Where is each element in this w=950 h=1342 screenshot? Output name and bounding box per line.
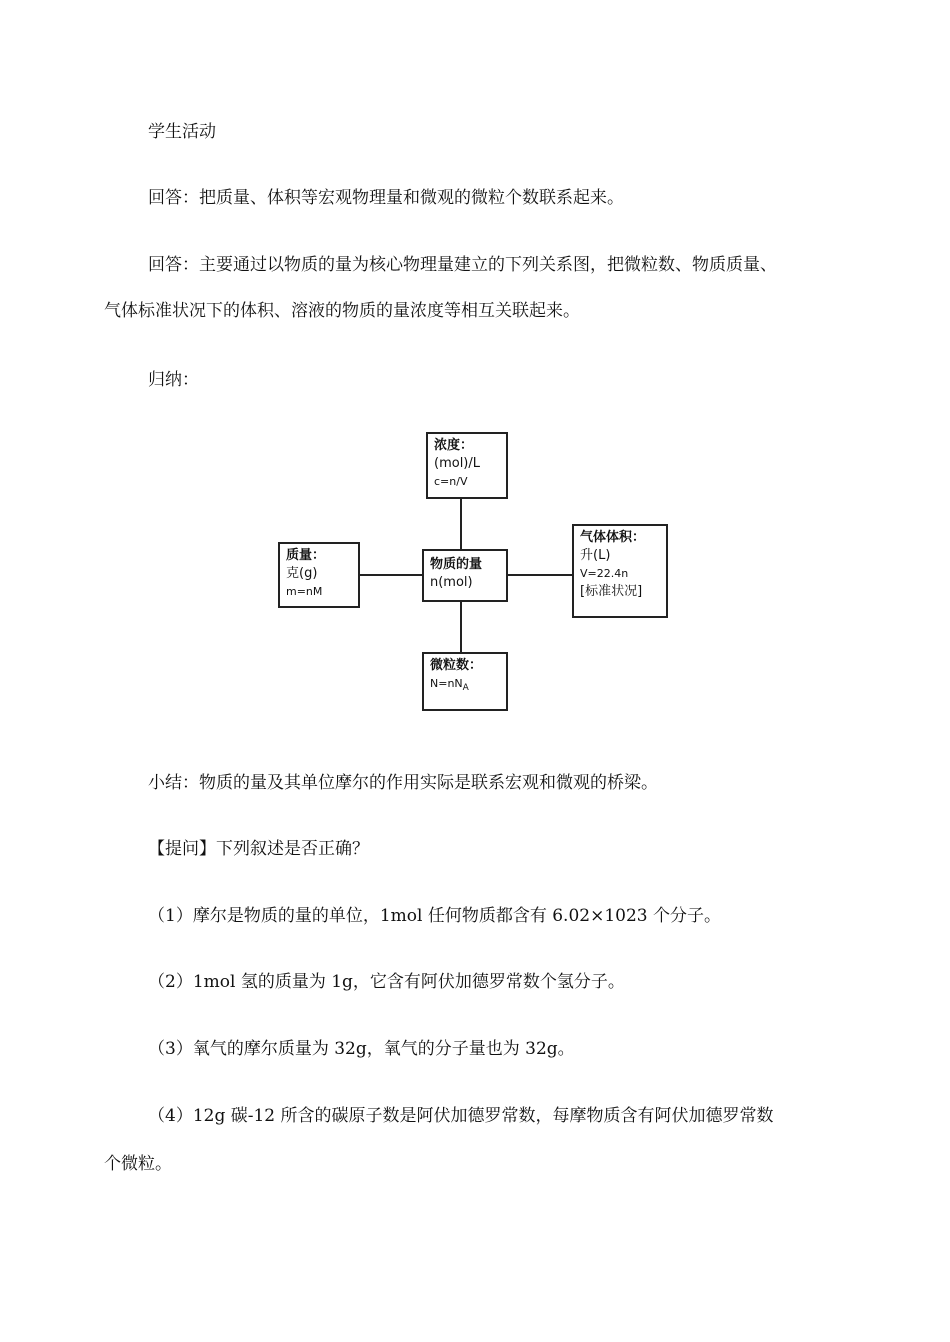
question-4-line-2: 个微粒。: [104, 1154, 172, 1174]
question-1: （1）摩尔是物质的量的单位，1mol 任何物质都含有 6.02×1023 个分子。: [148, 906, 721, 926]
connector-right: [506, 574, 572, 576]
mass-unit: 克(g): [286, 566, 318, 581]
gas-volume-box: [572, 524, 668, 618]
heading-student-activity: 学生活动: [148, 122, 216, 142]
question-2: （2）1mol 氢的质量为 1g，它含有阿伏加德罗常数个氢分子。: [148, 972, 625, 992]
concentration-box: [426, 432, 508, 499]
concentration-formula: c=n/V: [434, 475, 468, 488]
question-3: （3）氧气的摩尔质量为 32g，氧气的分子量也为 32g。: [148, 1039, 575, 1059]
answer-1: 回答：把质量、体积等宏观物理量和微观的微粒个数联系起来。: [148, 188, 624, 208]
center-unit: n(mol): [430, 575, 473, 590]
conclusion: 小结：物质的量及其单位摩尔的作用实际是联系宏观和微观的桥梁。: [148, 773, 658, 793]
mass-title: 质量：: [286, 548, 326, 563]
gas-title: 气体体积：: [580, 530, 646, 545]
concentration-title: 浓度：: [434, 438, 474, 453]
concentration-unit: (mol)/L: [434, 456, 480, 471]
relationship-diagram: [276, 430, 676, 712]
particles-title: 微粒数：: [430, 658, 483, 673]
amount-of-substance-box: [422, 549, 508, 602]
question-heading: 【提问】下列叙述是否正确？: [148, 839, 369, 859]
center-title: 物质的量: [430, 557, 483, 572]
connector-bottom: [460, 601, 462, 653]
question-4-line-1: （4）12g 碳-12 所含的碳原子数是阿伏加德罗常数，每摩物质含有阿伏加德罗常数: [148, 1106, 774, 1126]
summary-label: 归纳：: [148, 370, 199, 390]
avogadro-subscript: A: [462, 683, 469, 694]
particles-formula: $N=nN_A$: [430, 677, 469, 694]
gas-unit: 升(L): [580, 548, 611, 563]
gas-note: [标准状况]: [580, 584, 643, 599]
gas-formula: V=22.4n: [580, 567, 629, 580]
mass-formula: m=nM: [286, 585, 323, 598]
answer-2-line-2: 气体标准状况下的体积、溶液的物质的量浓度等相互关联起来。: [104, 301, 580, 321]
answer-2-line-1: 回答：主要通过以物质的量为核心物理量建立的下列关系图，把微粒数、物质质量、: [148, 255, 777, 275]
connector-left: [358, 574, 424, 576]
particle-count-box: [422, 652, 508, 711]
mass-box: [278, 542, 360, 608]
